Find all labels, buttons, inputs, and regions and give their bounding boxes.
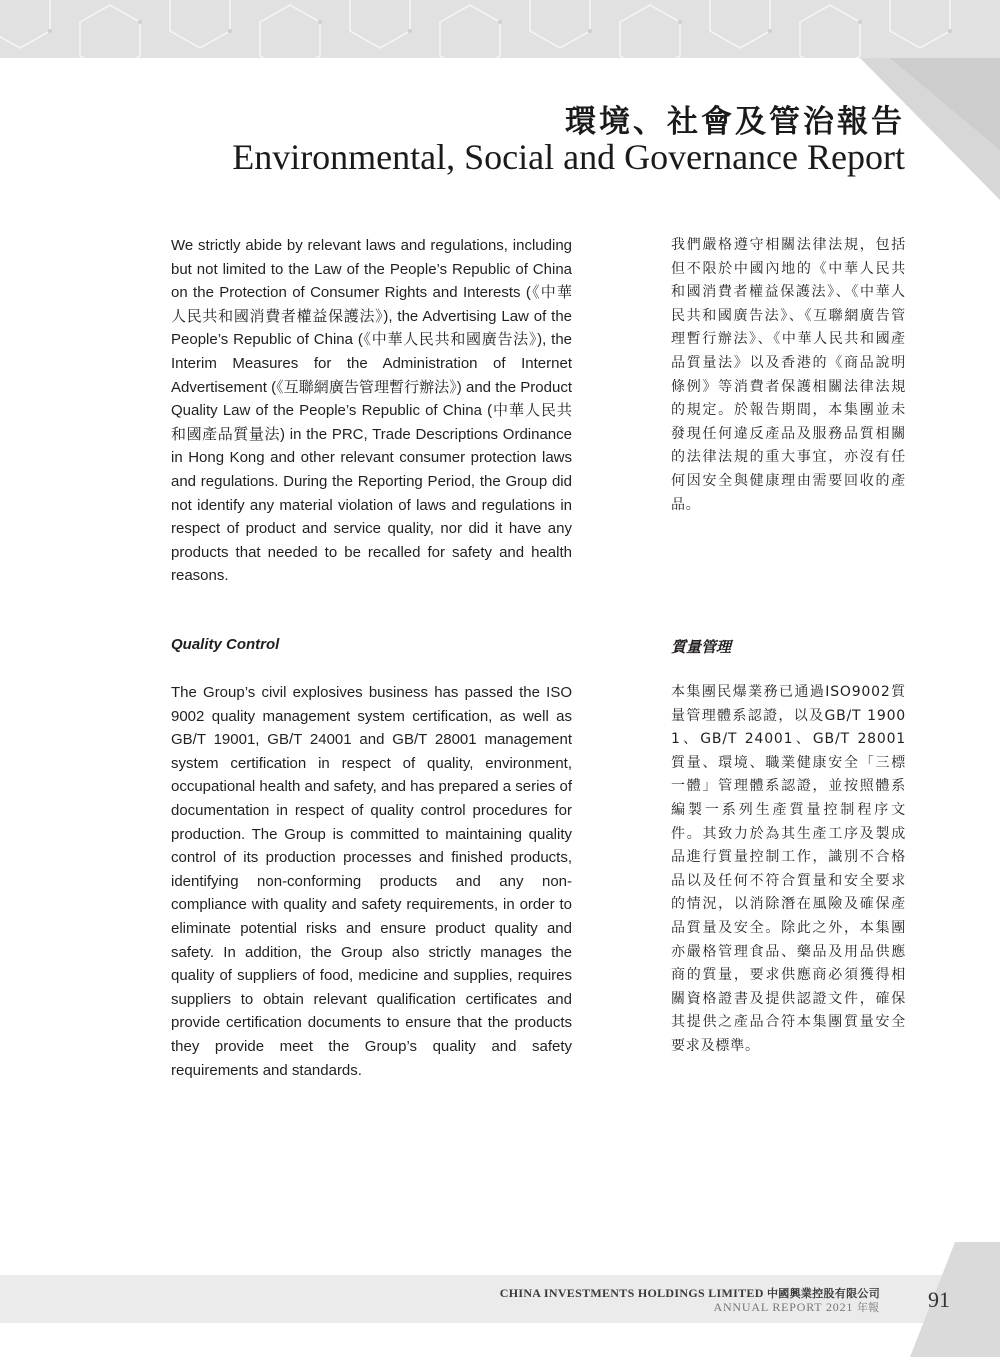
section-heading-quality-control-zh: 質量管理 (671, 638, 732, 656)
footer-report-english: ANNUAL REPORT 2021 (713, 1300, 854, 1314)
quality-paragraph-chinese: 本集團民爆業務已通過ISO9002質量管理體系認證，以及GB/T 19001、GB/T 24001、GB/T 28001質量、環境、職業健康安全「三標一體」管理體系認證，並按照體系編製一系列生產質量控制程序文件。其致力於為其生產工序及製成品進行質量控制工作，識別不合格品以及任何不符合質量和安全要求的情況，以消除潛在風險及確保產品質量及安全。除此之外，本集團亦嚴格管理食品、藥品及用品供應商的質量，要求供應商必須獲得相關資格證書及提供認證文件，確保其提供之產品合符本集團質量安全要求及標準。 (671, 684, 906, 1054)
header-decorative-band (0, 0, 1000, 58)
page-title-english: Environmental, Social and Governance Report (232, 137, 905, 177)
page-number: 91 (928, 1287, 950, 1312)
intro-paragraph-chinese: 我們嚴格遵守相關法律法規，包括但不限於中國內地的《中華人民共和國消費者權益保護法》、《中華人民共和國廣告法》、《互聯網廣告管理暫行辦法》、《中華人民共和國產品質量法》以及香港的《商品說明條例》等消費者保護相關法律法規的規定。於報告期間，本集團並未發現任何違反產品及服務品質相關的法律法規的重大事宜，亦沒有任何因安全與健康理由需要回收的產品。 (671, 237, 906, 513)
page-title-chinese: 環境、社會及管治報告 (565, 104, 905, 140)
corner-decoration-bottom (910, 1242, 1000, 1357)
quality-paragraph-english: The Group’s civil explosives business has passed the ISO 9002 quality management system certification, as well as GB/T 19001, GB/T 24001 and GB/T 28001 management system certification in respect of quality, environment, occupational health and safety, and has prepared a series of documentation in respect of quality control procedures for production. The Group is committed to maintaining quality control of its production processes and finished products, identifying non-conforming products and any non-compliance with quality and safety requirements, in order to eliminate potential risks and ensure product quality and safety. In addition, the Group also strictly manages the quality of suppliers of food, medicine and supplies, requires suppliers to obtain relevant qualification certificates and provide certification documents to ensure that the products they provide meet the Group’s quality and safety requirements and standards. (171, 684, 572, 1079)
hexagon-pattern (0, 0, 1000, 58)
section-heading-quality-control: Quality Control (171, 636, 280, 653)
footer-report-label (714, 1299, 880, 1315)
footer-company-english: CHINA INVESTMENTS HOLDINGS LIMITED (499, 1286, 764, 1300)
footer-company-chinese: 中國興業控股有限公司 (767, 1287, 880, 1300)
intro-paragraph-english: We strictly abide by relevant laws and regulations, including but not limited to the Law of the People’s Republic of China on the Protection of Consumer Rights and Interests (《中華人民共和國消費者權益保護法》), the Advertising Law of the People’s Republic of China (《中華人民共和國廣告法》), the Interim Measures for the Administration of Internet Advertisement (《互聯網廣告管理暫行辦法》) and the Product Quality Law of the People’s Republic of China (中華人民共和國產品質量法) in the PRC, Trade Descriptions Ordinance in Hong Kong and other relevant consumer protection laws and regulations. During the Reporting Period, the Group did not identify any material violation of laws and regulations in respect of product and service quality, nor did it have any products that needed to be recalled for safety and health reasons. (171, 237, 572, 585)
footer-report-chinese: 年報 (857, 1301, 879, 1314)
